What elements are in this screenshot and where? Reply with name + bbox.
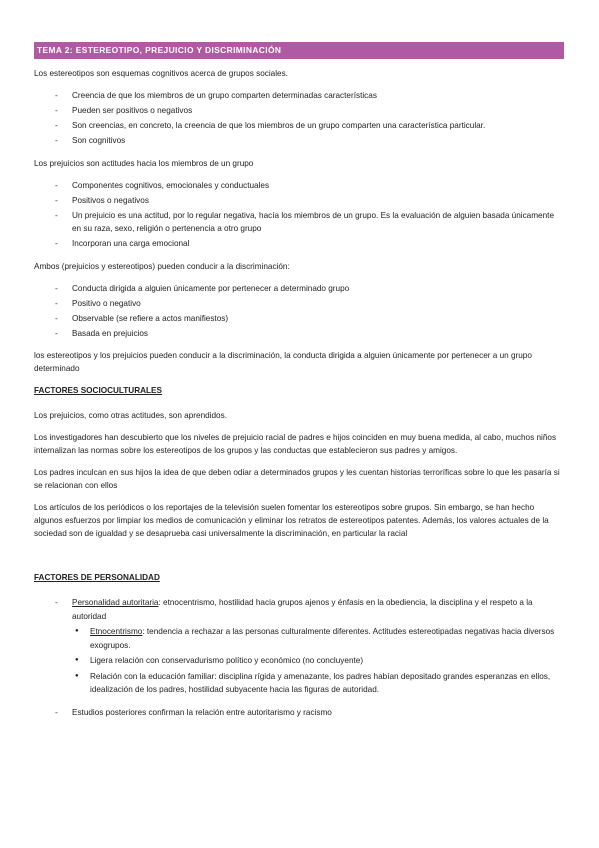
prejuicios-list (34, 179, 564, 251)
list-item: - Basada en prejuicios (34, 327, 564, 341)
etnocentrismo-label: Etnocentrismo (90, 627, 143, 636)
list-item: - Creencia de que los miembros de un grupo comparten determinadas características (34, 89, 564, 103)
estereotipos-list (34, 89, 564, 148)
summary-paragraph: los estereotipos y los prejuicios pueden conducir a la discriminación, la conducta dirigida a alguien únicamente por pertenecer a un grupo determinado (34, 351, 532, 373)
socio-paragraph: Los artículos de los periódicos o los reportajes de la televisión suelen fomentar los estereotipos sobre grupos. Sin embargo, se han hecho algunos esfuerzos por limpiar los medios de comunicación y eliminar los retratos de estereotipos patentes. Además, los valores actuales de la sociedad son de igualdad y se desaprueba casi universalmente la discriminación, en particular la racial (34, 503, 549, 538)
section-spacer (34, 549, 564, 571)
list-item: - Positivo o negativo (34, 297, 564, 311)
personalidad-list (34, 596, 564, 719)
list-item: - Pueden ser positivos o negativos (34, 104, 564, 118)
list-item-autoritaria (34, 596, 564, 697)
autoritaria-text: : etnocentrismo, hostilidad hacia grupos ajenos y énfasis en la obediencia, la disciplina y el respeto a la autoridad (72, 598, 533, 621)
list-item: - Son creencias, en concreto, la creencia de que los miembros de un grupo comparten una característica particular. (34, 119, 564, 133)
list-item: - Componentes cognitivos, emocionales y conductuales (34, 179, 564, 193)
autoritaria-sublist (72, 625, 564, 697)
list-item: - Conducta dirigida a alguien únicamente por pertenecer a determinado grupo (34, 282, 564, 296)
sub-list-item (72, 625, 564, 652)
autoritaria-label: Personalidad autoritaria (72, 598, 159, 607)
prejuicios-intro: Los prejuicios son actitudes hacia los miembros de un grupo (34, 158, 254, 168)
document-page (34, 42, 564, 728)
etnocentrismo-text: : tendencia a rechazar a las personas culturalmente diferentes. Actitudes estereotipadas negativas hacia diversos exogrupos. (90, 627, 555, 650)
socio-paragraph: Los prejuicios, como otras actitudes, son aprendidos. (34, 411, 227, 420)
list-item: - Un prejuicio es una actitud, por lo regular negativa, hacía los miembros de un grupo. Es la evaluación de alguien basada únicamente en su raza, sexo, religión o pertenencia a otro grupo (34, 209, 564, 236)
socio-paragraph: Los investigadores han descubierto que los niveles de prejuicio racial de padres e hijos coinciden en muy buena medida, al cabo, muchos niños internalizan las normas sobre los estereotipos de los grupos y las conductas que establecieron sus padres y amigos. (34, 433, 557, 455)
socio-paragraph: Los padres inculcan en sus hijos la idea de que deben odiar a determinados grupos y les cuentan historias terroríficas sobre lo que les pasaría si se relacionan con ellos (34, 468, 560, 490)
sub-list-item: ● Ligera relación con conservadurismo político y económico (no concluyente) (72, 654, 564, 668)
sub-list-item: ● Relación con la educación familiar: disciplina rígida y amenazante, los padres habían depositado grandes esperanzas en ellos, idealización de los padres, hostilidad subyacente hacia las figuras de autoridad. (72, 670, 564, 697)
section-heading-socioculturales: FACTORES SOCIOCULTURALES (34, 386, 162, 395)
list-item: - Incorporan una carga emocional (34, 237, 564, 251)
list-item: - Positivos o negativos (34, 194, 564, 208)
list-item-estudios: - Estudios posteriores confirman la relación entre autoritarismo y racismo (34, 706, 564, 720)
estereotipos-intro: Los estereotipos son esquemas cognitivos acerca de grupos sociales. (34, 69, 288, 78)
section-heading-personalidad: FACTORES DE PERSONALIDAD (34, 573, 160, 582)
list-item: - Son cognitivos (34, 134, 564, 148)
list-item: - Observable (se refiere a actos manifiestos) (34, 312, 564, 326)
ambos-intro: Ambos (prejuicios y estereotipos) pueden conducir a la discriminación: (34, 261, 290, 271)
page-title: TEMA 2: ESTEREOTIPO, PREJUICIO Y DISCRIMINACIÓN (34, 42, 564, 59)
discriminacion-list (34, 282, 564, 341)
